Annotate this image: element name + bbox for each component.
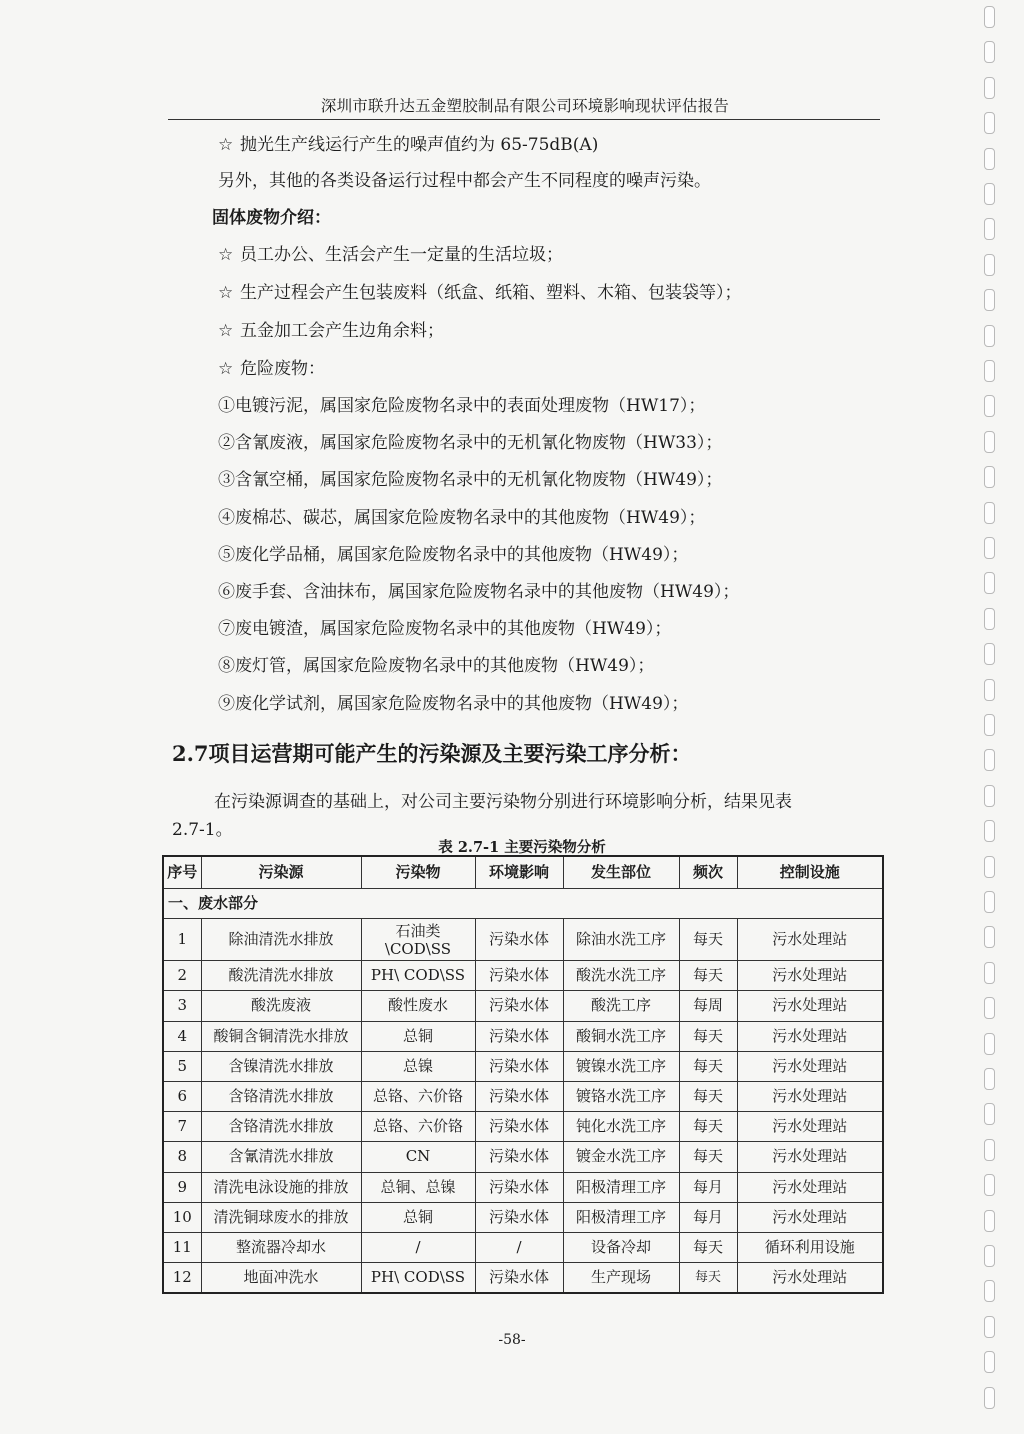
cell-frequency: 每天 bbox=[679, 961, 737, 991]
hazardous-waste-item: ①电镀污泥，属国家危险废物名录中的表面处理废物（HW17）； bbox=[218, 396, 706, 416]
cell-location: 酸洗工序 bbox=[563, 991, 679, 1021]
binder-hole bbox=[984, 502, 995, 524]
cell-source: 整流器冷却水 bbox=[201, 1232, 361, 1262]
cell-control: 污水处理站 bbox=[737, 1021, 883, 1051]
cell-frequency: 每天 bbox=[679, 1081, 737, 1111]
cell-impact: 污染水体 bbox=[475, 991, 563, 1021]
cell-index: 8 bbox=[163, 1142, 201, 1172]
cell-frequency: 每天 bbox=[679, 1021, 737, 1051]
binder-hole bbox=[984, 254, 995, 276]
binder-hole bbox=[984, 1139, 995, 1161]
binder-hole bbox=[984, 112, 995, 134]
cell-index: 1 bbox=[163, 919, 201, 961]
col-header-index: 序号 bbox=[163, 856, 201, 889]
cell-pollutant: PH\ COD\SS bbox=[361, 961, 475, 991]
cell-location: 镀金水洗工序 bbox=[563, 1142, 679, 1172]
binder-hole bbox=[984, 1174, 995, 1196]
binder-hole bbox=[984, 926, 995, 948]
cell-index: 9 bbox=[163, 1172, 201, 1202]
binder-hole bbox=[984, 77, 995, 99]
binder-hole bbox=[984, 1387, 995, 1409]
table-row bbox=[163, 919, 883, 961]
cell-control: 污水处理站 bbox=[737, 991, 883, 1021]
binder-hole bbox=[984, 572, 995, 594]
binder-hole bbox=[984, 431, 995, 453]
cell-control: 污水处理站 bbox=[737, 1263, 883, 1294]
binder-hole bbox=[984, 1351, 995, 1373]
noise-line-2: 另外，其他的各类设备运行过程中都会产生不同程度的噪声污染。 bbox=[218, 171, 711, 191]
cell-frequency: 每天 bbox=[679, 1142, 737, 1172]
cell-pollutant: 石油类\COD\SS bbox=[361, 919, 475, 961]
cell-frequency: 每周 bbox=[679, 991, 737, 1021]
cell-pollutant: 总铜 bbox=[361, 1021, 475, 1051]
cell-source: 酸洗清洗水排放 bbox=[201, 961, 361, 991]
binder-hole bbox=[984, 360, 995, 382]
binder-hole bbox=[984, 466, 995, 488]
cell-impact: 污染水体 bbox=[475, 1202, 563, 1232]
cell-frequency: 每月 bbox=[679, 1202, 737, 1232]
table-row bbox=[163, 1172, 883, 1202]
table-row bbox=[163, 1232, 883, 1262]
cell-location: 酸铜水洗工序 bbox=[563, 1021, 679, 1051]
star-bullet-icon: ☆ bbox=[218, 245, 234, 265]
star-bullet-icon: ☆ bbox=[218, 283, 234, 303]
cell-pollutant: 总镍 bbox=[361, 1051, 475, 1081]
cell-pollutant: PH\ COD\SS bbox=[361, 1263, 475, 1294]
binder-hole bbox=[984, 1210, 995, 1232]
cell-control: 污水处理站 bbox=[737, 1112, 883, 1142]
table-caption: 表 2.7-1 主要污染物分析 bbox=[438, 839, 606, 856]
cell-pollutant: 总铬、六价铬 bbox=[361, 1081, 475, 1111]
table-row bbox=[163, 1263, 883, 1294]
cell-location: 设备冷却 bbox=[563, 1232, 679, 1262]
cell-frequency: 每天 bbox=[679, 1051, 737, 1081]
solid-waste-heading: 固体废物介绍： bbox=[212, 208, 331, 228]
cell-source: 含镍清洗水排放 bbox=[201, 1051, 361, 1081]
hazardous-waste-item: ⑦废电镀渣，属国家危险废物名录中的其他废物（HW49）； bbox=[218, 619, 672, 640]
cell-source: 含氰清洗水排放 bbox=[201, 1142, 361, 1172]
cell-source: 含铬清洗水排放 bbox=[201, 1081, 361, 1111]
cell-impact: / bbox=[475, 1232, 563, 1262]
hazardous-waste-item: ⑤废化学品桶，属国家危险废物名录中的其他废物（HW49）； bbox=[218, 544, 689, 565]
binder-hole bbox=[984, 962, 995, 984]
cell-pollutant: 总铬、六价铬 bbox=[361, 1112, 475, 1142]
cell-control: 污水处理站 bbox=[737, 919, 883, 961]
cell-index: 6 bbox=[163, 1081, 201, 1111]
binder-hole bbox=[984, 6, 995, 28]
table-row bbox=[163, 1051, 883, 1081]
binder-hole bbox=[984, 679, 995, 701]
cell-control: 污水处理站 bbox=[737, 1142, 883, 1172]
binder-hole bbox=[984, 289, 995, 311]
table-group-row bbox=[163, 889, 883, 919]
cell-index: 5 bbox=[163, 1051, 201, 1081]
binder-hole bbox=[984, 218, 995, 240]
col-header-frequency: 频次 bbox=[679, 856, 737, 889]
cell-impact: 污染水体 bbox=[475, 919, 563, 961]
cell-impact: 污染水体 bbox=[475, 1263, 563, 1294]
cell-location: 生产现场 bbox=[563, 1263, 679, 1294]
cell-control: 污水处理站 bbox=[737, 1051, 883, 1081]
cell-control: 循环利用设施 bbox=[737, 1232, 883, 1262]
solid-waste-bullet: ☆ 生产过程会产生包装废料（纸盒、纸箱、塑料、木箱、包装袋等）； bbox=[218, 283, 742, 303]
cell-index: 7 bbox=[163, 1112, 201, 1142]
solid-waste-bullet: ☆ 员工办公、生活会产生一定量的生活垃圾； bbox=[218, 245, 563, 265]
section-paragraph-line-1: 在污染源调查的基础上，对公司主要污染物分别进行环境影响分析，结果见表 bbox=[214, 792, 792, 812]
cell-index: 10 bbox=[163, 1202, 201, 1232]
cell-index: 3 bbox=[163, 991, 201, 1021]
binder-hole bbox=[984, 395, 995, 417]
cell-index: 12 bbox=[163, 1263, 201, 1294]
binder-hole bbox=[984, 148, 995, 170]
hazardous-waste-item: ④废棉芯、碳芯，属国家危险废物名录中的其他废物（HW49）； bbox=[218, 507, 706, 528]
binder-hole bbox=[984, 785, 995, 807]
table-row bbox=[163, 1202, 883, 1232]
cell-location: 阳极清理工序 bbox=[563, 1202, 679, 1232]
binder-hole bbox=[984, 1245, 995, 1267]
cell-source: 酸洗废液 bbox=[201, 991, 361, 1021]
binder-hole bbox=[984, 820, 995, 842]
section-title: 2.7项目运营期可能产生的污染源及主要污染工序分析： bbox=[172, 741, 692, 766]
cell-location: 酸洗水洗工序 bbox=[563, 961, 679, 991]
cell-index: 11 bbox=[163, 1232, 201, 1262]
star-bullet-icon: ☆ bbox=[218, 321, 234, 341]
col-header-control: 控制设施 bbox=[737, 856, 883, 889]
table-row bbox=[163, 961, 883, 991]
cell-source: 酸铜含铜清洗水排放 bbox=[201, 1021, 361, 1051]
table-row bbox=[163, 1081, 883, 1111]
binder-hole bbox=[984, 643, 995, 665]
star-bullet-icon: ☆ bbox=[218, 135, 234, 155]
cell-pollutant: 总铜、总镍 bbox=[361, 1172, 475, 1202]
cell-pollutant: / bbox=[361, 1232, 475, 1262]
cell-pollutant: 总铜 bbox=[361, 1202, 475, 1232]
cell-source: 地面冲洗水 bbox=[201, 1263, 361, 1294]
cell-impact: 污染水体 bbox=[475, 961, 563, 991]
cell-location: 阳极清理工序 bbox=[563, 1172, 679, 1202]
cell-impact: 污染水体 bbox=[475, 1112, 563, 1142]
pollution-table bbox=[162, 855, 884, 1294]
solid-waste-bullet: ☆ 危险废物： bbox=[218, 359, 325, 379]
table-row bbox=[163, 1112, 883, 1142]
binder-hole bbox=[984, 891, 995, 913]
binder-hole bbox=[984, 183, 995, 205]
binder-hole bbox=[984, 856, 995, 878]
cell-frequency: 每天 bbox=[679, 1263, 737, 1294]
hazardous-waste-item: ⑥废手套、含油抹布，属国家危险废物名录中的其他废物（HW49）； bbox=[218, 582, 740, 602]
hazardous-waste-item: ⑧废灯管，属国家危险废物名录中的其他废物（HW49）； bbox=[218, 656, 655, 677]
table-row bbox=[163, 1021, 883, 1051]
cell-source: 清洗铜球废水的排放 bbox=[201, 1202, 361, 1232]
cell-control: 污水处理站 bbox=[737, 1081, 883, 1111]
table-header-row bbox=[163, 856, 883, 889]
solid-waste-bullet: ☆ 五金加工会产生边角余料； bbox=[218, 321, 444, 341]
cell-source: 除油清洗水排放 bbox=[201, 919, 361, 961]
cell-frequency: 每月 bbox=[679, 1172, 737, 1202]
cell-pollutant: CN bbox=[361, 1142, 475, 1172]
binder-hole bbox=[984, 1068, 995, 1090]
binder-hole bbox=[984, 41, 995, 63]
cell-location: 钝化水洗工序 bbox=[563, 1112, 679, 1142]
binder-holes bbox=[984, 6, 998, 1426]
cell-location: 镀铬水洗工序 bbox=[563, 1081, 679, 1111]
star-bullet-icon: ☆ bbox=[218, 359, 234, 379]
page-header: 深圳市联升达五金塑胶制品有限公司环境影响现状评估报告 bbox=[320, 97, 730, 115]
col-header-source: 污染源 bbox=[201, 856, 361, 889]
hazardous-waste-item: ⑨废化学试剂，属国家危险废物名录中的其他废物（HW49）； bbox=[218, 693, 689, 714]
header-rule bbox=[168, 119, 880, 120]
cell-impact: 污染水体 bbox=[475, 1021, 563, 1051]
cell-control: 污水处理站 bbox=[737, 961, 883, 991]
cell-impact: 污染水体 bbox=[475, 1142, 563, 1172]
binder-hole bbox=[984, 325, 995, 347]
binder-hole bbox=[984, 997, 995, 1019]
cell-location: 镀镍水洗工序 bbox=[563, 1051, 679, 1081]
page-number: -58- bbox=[498, 1332, 526, 1348]
binder-hole bbox=[984, 714, 995, 736]
cell-index: 4 bbox=[163, 1021, 201, 1051]
section-paragraph-line-2: 2.7-1。 bbox=[172, 820, 233, 840]
cell-pollutant: 酸性废水 bbox=[361, 991, 475, 1021]
cell-index: 2 bbox=[163, 961, 201, 991]
col-header-pollutant: 污染物 bbox=[361, 856, 475, 889]
cell-location: 除油水洗工序 bbox=[563, 919, 679, 961]
binder-hole bbox=[984, 608, 995, 630]
cell-control: 污水处理站 bbox=[737, 1202, 883, 1232]
cell-impact: 污染水体 bbox=[475, 1172, 563, 1202]
binder-hole bbox=[984, 1103, 995, 1125]
group-label: 一、废水部分 bbox=[163, 889, 883, 919]
noise-line-1: ☆ 抛光生产线运行产生的噪声值约为 65-75dB(A) bbox=[218, 135, 599, 155]
col-header-location: 发生部位 bbox=[563, 856, 679, 889]
binder-hole bbox=[984, 749, 995, 771]
hazardous-waste-item: ③含氰空桶，属国家危险废物名录中的无机氰化物废物（HW49）； bbox=[218, 470, 723, 491]
cell-source: 含铬清洗水排放 bbox=[201, 1112, 361, 1142]
cell-frequency: 每天 bbox=[679, 1232, 737, 1262]
binder-hole bbox=[984, 537, 995, 559]
cell-source: 清洗电泳设施的排放 bbox=[201, 1172, 361, 1202]
hazardous-waste-item: ②含氰废液，属国家危险废物名录中的无机氰化物废物（HW33）； bbox=[218, 433, 723, 454]
cell-frequency: 每天 bbox=[679, 1112, 737, 1142]
binder-hole bbox=[984, 1033, 995, 1055]
col-header-impact: 环境影响 bbox=[475, 856, 563, 889]
table-row bbox=[163, 991, 883, 1021]
cell-control: 污水处理站 bbox=[737, 1172, 883, 1202]
cell-frequency: 每天 bbox=[679, 919, 737, 961]
cell-impact: 污染水体 bbox=[475, 1081, 563, 1111]
cell-impact: 污染水体 bbox=[475, 1051, 563, 1081]
table-row bbox=[163, 1142, 883, 1172]
binder-hole bbox=[984, 1280, 995, 1302]
